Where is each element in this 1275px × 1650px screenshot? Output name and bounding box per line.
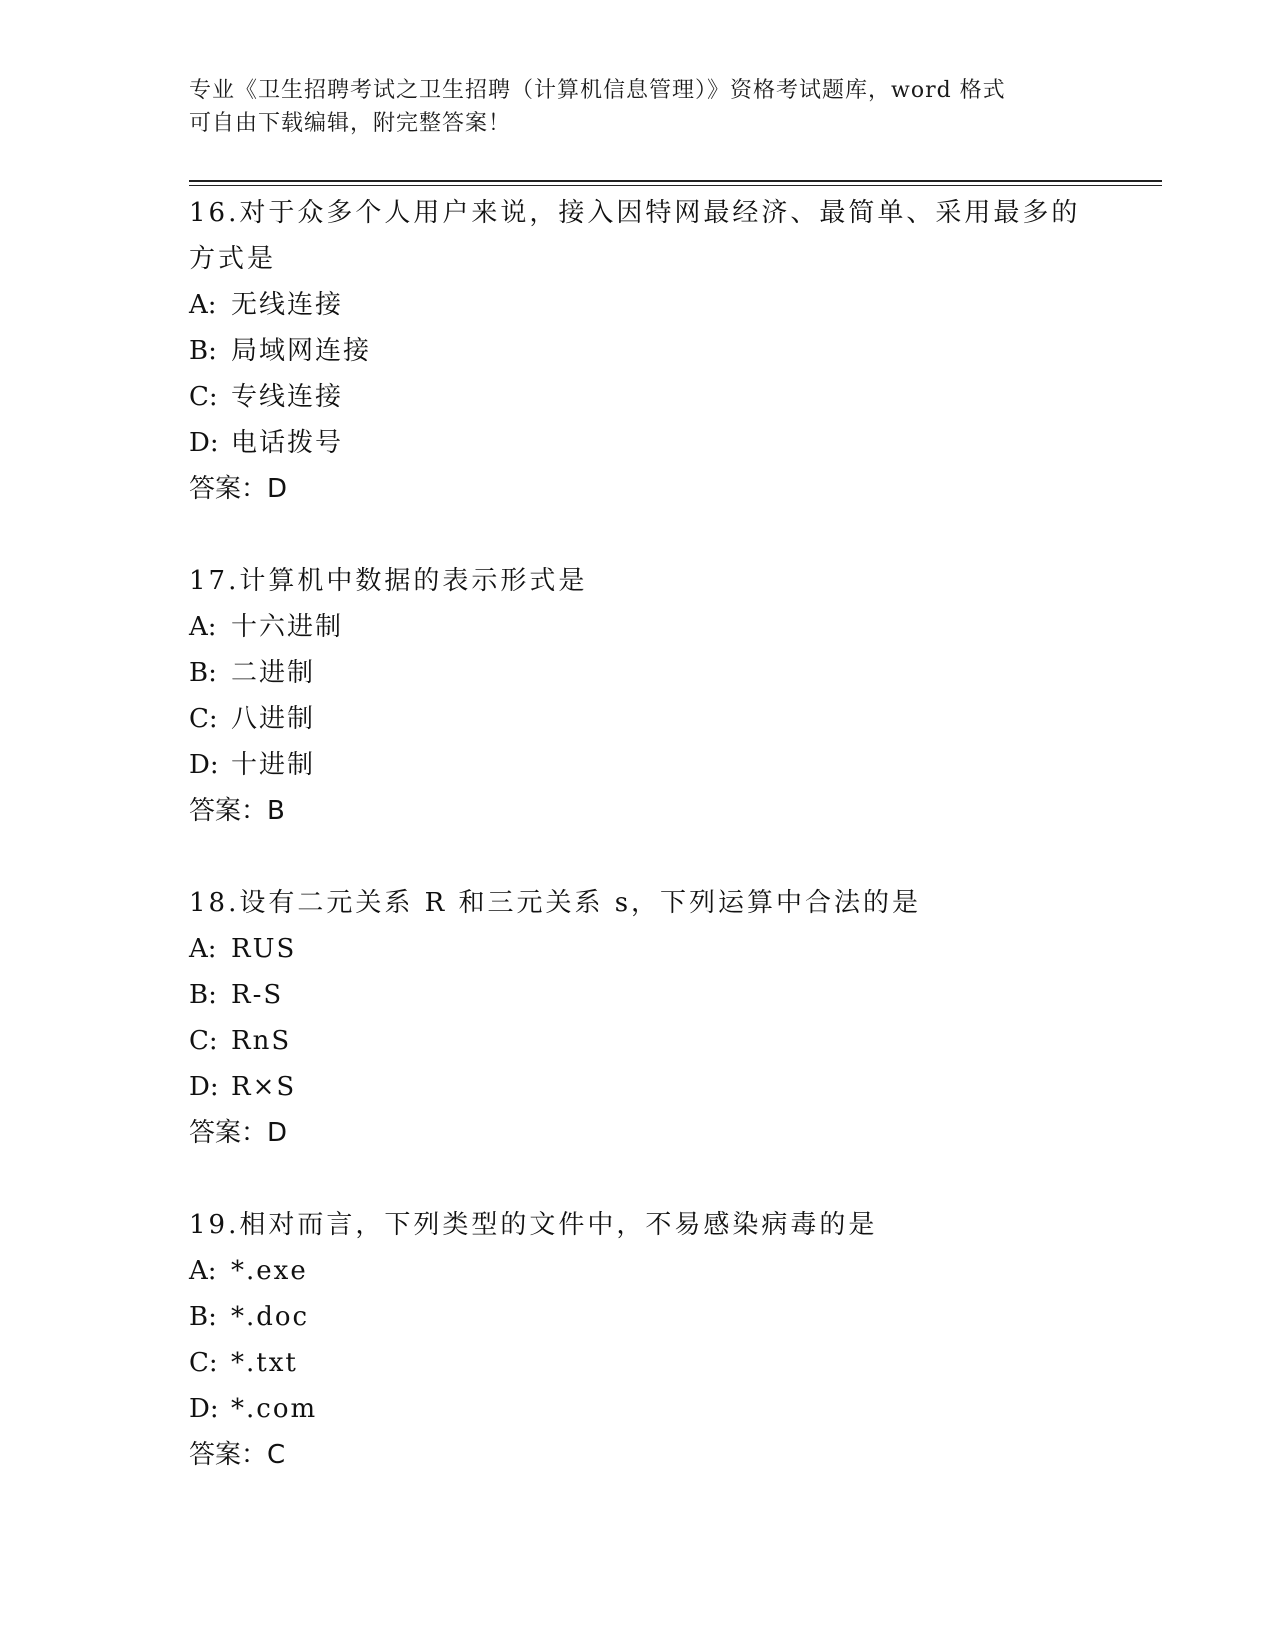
- question-text: 16.对于众多个人用户来说，接入因特网最经济、最简单、采用最多的方式是: [189, 198, 1081, 274]
- option-c: [189, 1018, 1169, 1064]
- option-c: [189, 696, 1169, 742]
- option-c: [189, 374, 1169, 420]
- question-19: [189, 1202, 1169, 1478]
- option-text: 二进制: [231, 658, 316, 688]
- answer-line: 答案：D: [189, 1118, 288, 1148]
- option-text: 十六进制: [231, 612, 344, 642]
- option-text: *.com: [231, 1394, 318, 1424]
- option-text: 专线连接: [231, 382, 344, 412]
- question-list: [189, 190, 1169, 1524]
- option-letter: A:: [189, 290, 217, 320]
- question-text: 17.计算机中数据的表示形式是: [189, 566, 588, 596]
- option-letter: D:: [189, 428, 219, 458]
- question-text: 19.相对而言，下列类型的文件中，不易感染病毒的是: [189, 1210, 878, 1240]
- option-b: [189, 650, 1169, 696]
- option-text: 无线连接: [231, 290, 344, 320]
- document-header: [189, 74, 1089, 140]
- header-line-2: 可自由下载编辑，附完整答案！: [189, 111, 512, 136]
- answer-line: 答案：D: [189, 474, 288, 504]
- option-letter: A:: [189, 934, 217, 964]
- answer-line: 答案：C: [189, 1440, 286, 1470]
- option-letter: A:: [189, 612, 217, 642]
- option-text: 八进制: [231, 704, 316, 734]
- option-text: R-S: [231, 980, 284, 1010]
- option-letter: D:: [189, 1072, 219, 1102]
- option-letter: C:: [189, 1348, 218, 1378]
- option-text: 电话拨号: [231, 428, 344, 458]
- option-letter: D:: [189, 750, 219, 780]
- option-text: 局域网连接: [231, 336, 372, 366]
- option-text: *.doc: [231, 1302, 310, 1332]
- option-text: *.txt: [231, 1348, 298, 1378]
- question-18: [189, 880, 1169, 1156]
- option-letter: D:: [189, 1394, 219, 1424]
- option-d: [189, 1064, 1169, 1110]
- option-a: [189, 604, 1169, 650]
- option-letter: C:: [189, 1026, 218, 1056]
- option-letter: A:: [189, 1256, 217, 1286]
- question-text: 18.设有二元关系 R 和三元关系 s，下列运算中合法的是: [189, 888, 922, 918]
- header-line-1: 专业《卫生招聘考试之卫生招聘（计算机信息管理）》资格考试题库，word 格式: [189, 78, 1006, 103]
- option-letter: C:: [189, 704, 218, 734]
- option-a: [189, 282, 1169, 328]
- option-text: 十进制: [231, 750, 316, 780]
- option-b: [189, 328, 1169, 374]
- option-letter: B:: [189, 336, 217, 366]
- option-letter: B:: [189, 658, 217, 688]
- option-letter: B:: [189, 1302, 217, 1332]
- option-letter: B:: [189, 980, 217, 1010]
- option-b: [189, 972, 1169, 1018]
- option-a: [189, 1248, 1169, 1294]
- option-text: *.exe: [231, 1256, 308, 1286]
- option-b: [189, 1294, 1169, 1340]
- option-letter: C:: [189, 382, 218, 412]
- option-a: [189, 926, 1169, 972]
- answer-line: 答案：B: [189, 796, 285, 826]
- option-text: R×S: [231, 1072, 297, 1102]
- option-d: [189, 742, 1169, 788]
- header-divider-thick: [189, 180, 1162, 182]
- option-d: [189, 1386, 1169, 1432]
- question-17: [189, 558, 1169, 834]
- header-divider-thin: [189, 185, 1162, 186]
- option-c: [189, 1340, 1169, 1386]
- option-text: RUS: [231, 934, 297, 964]
- option-text: RnS: [231, 1026, 292, 1056]
- question-16: [189, 190, 1169, 512]
- option-d: [189, 420, 1169, 466]
